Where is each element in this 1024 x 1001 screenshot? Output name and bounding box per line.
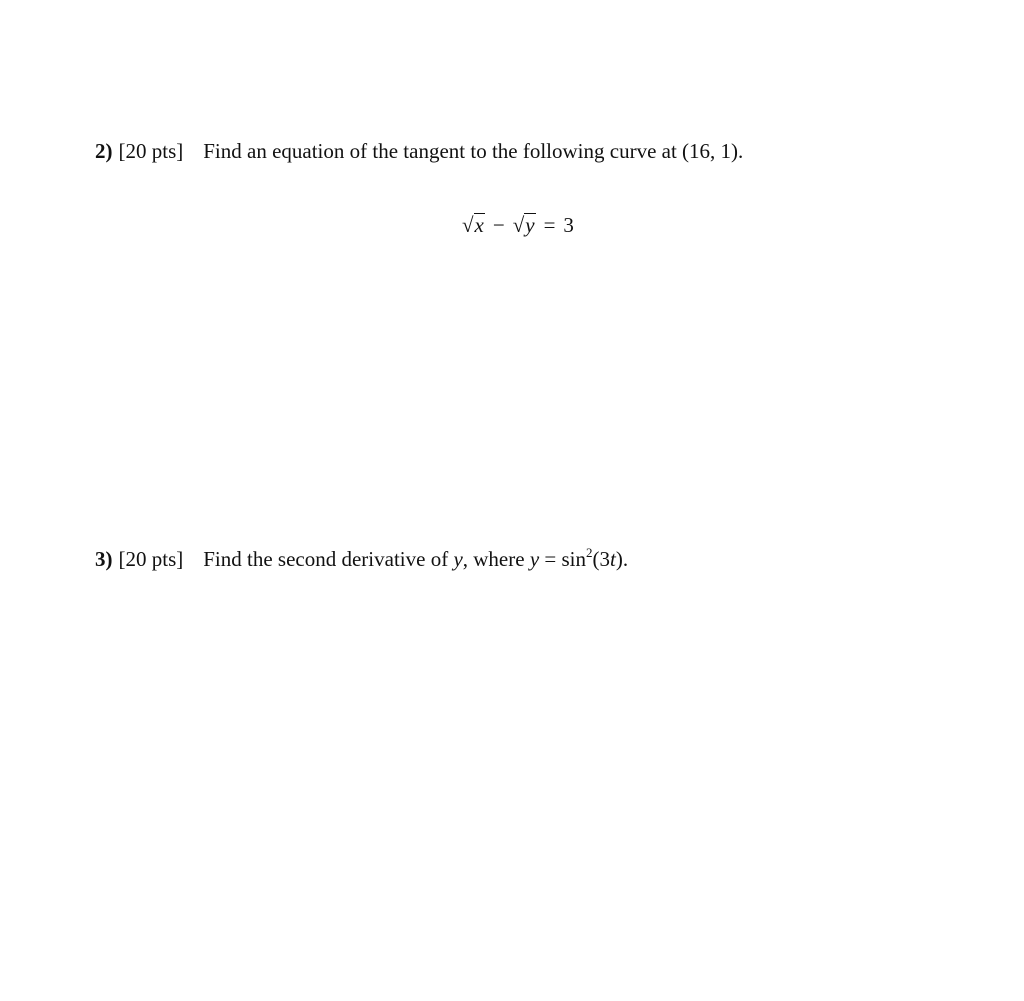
sqrt-x	[462, 210, 485, 240]
math-var-y: y	[453, 547, 463, 571]
equation-rhs: 3	[563, 213, 574, 237]
problem-3	[95, 545, 628, 573]
problem-text: Find an equation of the tangent to the following curve at (16, 1).	[203, 139, 744, 163]
radical-sign: √	[512, 213, 525, 237]
problem-2	[95, 137, 743, 165]
radicand-x: x	[474, 213, 484, 237]
equals-sign: =	[543, 213, 556, 237]
sqrt-y	[513, 210, 536, 240]
equals-sign: =	[544, 547, 557, 571]
arg-close: ).	[615, 547, 629, 571]
problem-number: 2)	[95, 139, 113, 163]
problem-points: [20 pts]	[118, 139, 184, 163]
func-sin: sin	[561, 547, 587, 571]
arg-open: (3	[592, 547, 611, 571]
radical-sign: √	[462, 213, 474, 237]
problem-points: [20 pts]	[118, 547, 184, 571]
minus-sign: −	[492, 213, 505, 237]
curve-equation	[462, 210, 574, 240]
math-var-t: t	[610, 547, 616, 571]
text-before: Find the second derivative of	[203, 547, 454, 571]
problem-text	[203, 547, 628, 571]
math-var-y: y	[529, 547, 540, 571]
problem-number: 3)	[95, 547, 113, 571]
radicand-y: y	[525, 213, 535, 237]
exponent: 2	[586, 545, 593, 560]
text-mid: , where	[462, 547, 530, 571]
